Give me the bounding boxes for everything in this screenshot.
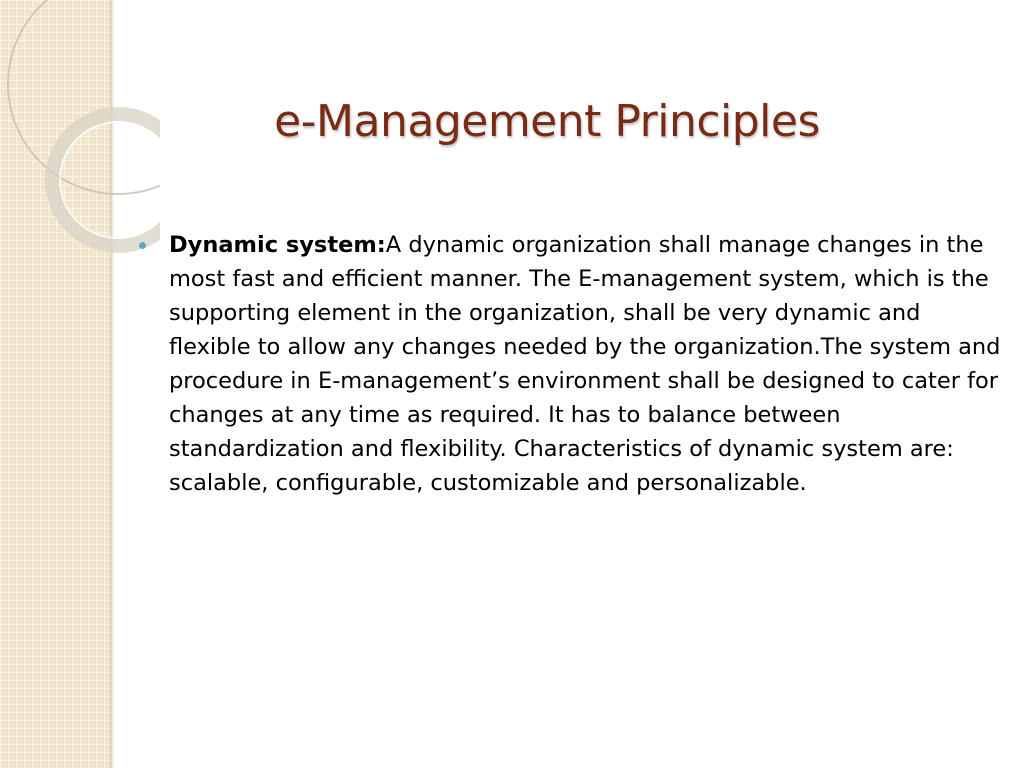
bullet-item <box>134 228 1006 500</box>
bullet-lead: Dynamic system: <box>169 232 386 258</box>
bullet-dot-icon <box>139 242 146 249</box>
decorative-sidebar <box>0 0 110 768</box>
slide-title: e-Management Principles <box>274 96 820 147</box>
slide-content <box>134 228 1006 500</box>
sidebar-edge <box>110 0 114 768</box>
bullet-text: A dynamic organization shall manage changes in the most fast and efficient manner. The E-management system, which is the supporting element in the organization, shall be very dynamic and flexible to allow any changes needed by the organization.The system and procedure in E-management’s environment shall be designed to cater for changes at any time as required. It has to balance between standardization and flexibility. Characteristics of dynamic system are: scalable, configurable, customizable and personalizable. <box>169 232 1001 496</box>
